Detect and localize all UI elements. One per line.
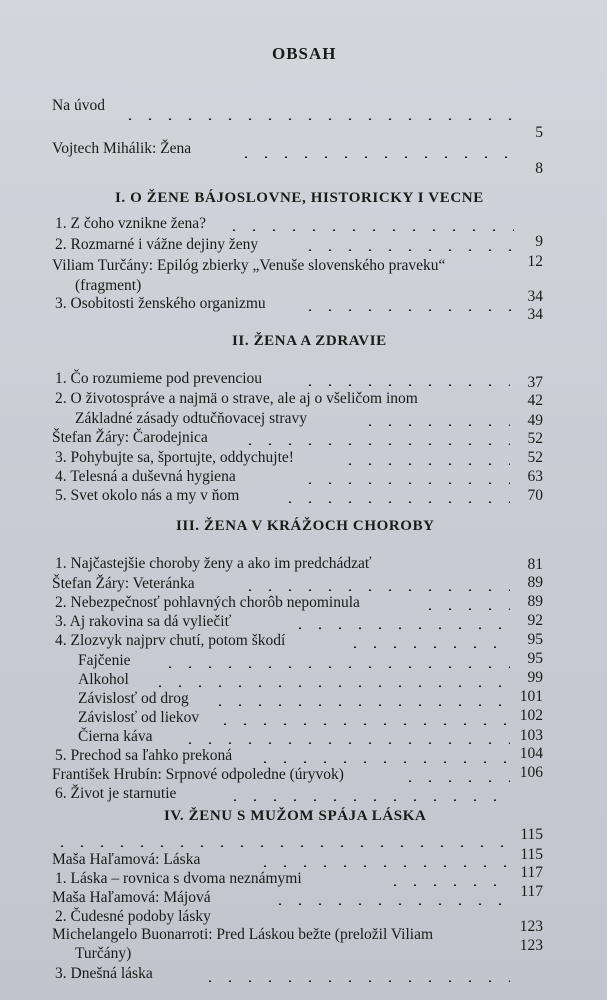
toc-entry-page: 5 bbox=[535, 124, 543, 141]
leader-dots bbox=[290, 627, 510, 629]
toc-entry-label: (fragment) bbox=[75, 277, 142, 294]
toc-entry-label: Alkohol bbox=[78, 671, 129, 688]
toc-entry-page: 123 bbox=[519, 918, 543, 935]
toc-entry-label: 4. Telesná a duševná hygiena bbox=[55, 468, 236, 485]
toc-entry-label: Závislosť od drog bbox=[78, 690, 189, 707]
leader-dots bbox=[300, 482, 510, 484]
toc-entry-page: 81 bbox=[527, 556, 543, 573]
toc-entry-page: 52 bbox=[527, 449, 543, 466]
toc-entry-page: 106 bbox=[519, 764, 543, 781]
toc-entry-label: 3. Aj rakovina sa dá vyliečiť bbox=[55, 613, 232, 630]
toc-entry-label: 3. Osobitosti ženského organizmu bbox=[55, 295, 266, 312]
toc-entry-label: 1. Z čoho vznikne žena? bbox=[55, 215, 207, 232]
toc-entry-page: 103 bbox=[519, 727, 543, 744]
toc-entry-page: 123 bbox=[519, 937, 543, 954]
toc-entry-label: Maša Haľamová: Láska bbox=[52, 851, 201, 868]
toc-entry-page: 102 bbox=[519, 707, 543, 724]
toc-entry-label: 1. Čo rozumieme pod prevenciou bbox=[55, 370, 263, 387]
leader-dots bbox=[200, 980, 510, 982]
toc-entry-page: 99 bbox=[527, 669, 543, 686]
section-heading: III. ŽENA V KRÁŽOCH CHOROBY bbox=[176, 518, 435, 534]
toc-entry-label: František Hrubín: Srpnové odpoledne (úryvok) bbox=[52, 766, 344, 783]
toc-entry-page: 104 bbox=[519, 745, 543, 762]
toc-entry-page: 9 bbox=[535, 233, 543, 250]
toc-entry-page: 42 bbox=[527, 392, 543, 409]
leader-dots bbox=[236, 156, 521, 158]
toc-entry-page: 34 bbox=[527, 306, 543, 323]
toc-entry-page: 117 bbox=[520, 883, 543, 900]
leader-dots bbox=[255, 865, 510, 867]
toc-entry-label: Fajčenie bbox=[78, 652, 131, 669]
leader-dots bbox=[224, 229, 514, 231]
toc-entry-label: Závislosť od liekov bbox=[78, 709, 200, 726]
section-heading: IV. ŽENU S MUŽOM SPÁJA LÁSKA bbox=[164, 808, 427, 824]
leader-dots bbox=[240, 443, 510, 445]
toc-entry-label: 4. Zlozvyk najprv chutí, potom škodí bbox=[55, 632, 286, 649]
toc-entry-page: 89 bbox=[527, 574, 543, 591]
leader-dots bbox=[300, 384, 510, 386]
toc-entry-page: 63 bbox=[527, 468, 543, 485]
toc-entry-page: 49 bbox=[527, 412, 543, 429]
leader-dots bbox=[52, 845, 512, 847]
toc-entry-label: 5. Svet okolo nás a my v ňom bbox=[55, 487, 240, 504]
section-heading: II. ŽENA A ZDRAVIE bbox=[232, 333, 387, 349]
leader-dots bbox=[300, 309, 515, 311]
leader-dots bbox=[240, 589, 510, 591]
toc-entry-label: Vojtech Mihálik: Žena bbox=[52, 140, 192, 157]
toc-entry-label: Na úvod bbox=[52, 97, 105, 114]
leader-dots bbox=[255, 761, 510, 763]
toc-entry-label: Turčány) bbox=[75, 945, 132, 962]
toc-entry-page: 115 bbox=[520, 826, 543, 843]
leader-dots bbox=[225, 799, 510, 801]
leader-dots bbox=[300, 249, 515, 251]
toc-entry-label: 2. O životospráve a najmä o strave, ale aj o všeličom inom bbox=[55, 390, 418, 407]
section-heading: I. O ŽENE BÁJOSLOVNE, HISTORICKY I VECNE bbox=[115, 190, 484, 206]
toc-entry-page: 34 bbox=[527, 288, 543, 305]
toc-entry-label: 2. Rozmarné i vážne dejiny ženy bbox=[55, 236, 259, 253]
toc-entry-page: 95 bbox=[527, 631, 543, 648]
toc-entry-page: 117 bbox=[520, 864, 543, 881]
toc-entry-page: 12 bbox=[527, 253, 543, 270]
toc-entry-label: Štefan Žáry: Čarodejnica bbox=[52, 429, 208, 446]
toc-entry-label: Maša Haľamová: Májová bbox=[52, 889, 211, 906]
toc-entry-label: 3. Pohybujte sa, športujte, oddychujte! bbox=[55, 449, 294, 466]
toc-entry-label: Viliam Turčány: Epilóg zbierky „Venuše slovenského praveku“ bbox=[52, 257, 446, 274]
toc-entry-page: 101 bbox=[519, 688, 543, 705]
toc-entry-page: 89 bbox=[527, 593, 543, 610]
leader-dots bbox=[360, 424, 510, 426]
toc-entry-label: 3. Dnešná láska bbox=[55, 965, 153, 982]
leader-dots bbox=[160, 666, 510, 668]
leader-dots bbox=[210, 704, 510, 706]
toc-entry-page: 37 bbox=[527, 374, 543, 391]
toc-entry-label: 1. Najčastejšie choroby ženy a ako im predchádzať bbox=[55, 555, 372, 572]
toc-entry-page: 115 bbox=[520, 846, 543, 863]
leader-dots bbox=[420, 608, 510, 610]
toc-entry-label: Čierna káva bbox=[78, 728, 153, 745]
leader-dots bbox=[215, 723, 510, 725]
toc-entry-label: Štefan Žáry: Veteránka bbox=[52, 575, 195, 592]
toc-entry-page: 8 bbox=[535, 160, 543, 177]
page-title: OBSAH bbox=[272, 44, 337, 63]
toc-entry-page: 95 bbox=[527, 650, 543, 667]
toc-entry-label: 1. Láska – rovnica s dvoma neznámymi bbox=[55, 870, 302, 887]
leader-dots bbox=[180, 742, 510, 744]
toc-entry-label: Michelangelo Buonarroti: Pred Láskou bežte (preložil Viliam bbox=[52, 926, 434, 943]
leader-dots bbox=[150, 685, 510, 687]
toc-entry-page: 52 bbox=[527, 430, 543, 447]
leader-dots bbox=[270, 903, 510, 905]
toc-entry-label: 2. Čudesné podoby lásky bbox=[55, 908, 211, 925]
toc-entry-page: 92 bbox=[527, 612, 543, 629]
toc-entry-label: Základné zásady odtučňovacej stravy bbox=[75, 410, 307, 427]
leader-dots bbox=[120, 118, 520, 120]
leader-dots bbox=[340, 463, 510, 465]
toc-entry-label: 2. Nebezpečnosť pohlavných chorôb nepominula bbox=[55, 594, 360, 611]
leader-dots bbox=[345, 646, 510, 648]
toc-entry-page: 70 bbox=[527, 487, 543, 504]
leader-dots bbox=[400, 780, 510, 782]
leader-dots bbox=[385, 884, 510, 886]
toc-entry-label: 6. Život je starnutie bbox=[55, 785, 177, 802]
leader-dots bbox=[280, 501, 510, 503]
toc-entry-label: 5. Prechod sa ľahko prekoná bbox=[55, 747, 233, 764]
